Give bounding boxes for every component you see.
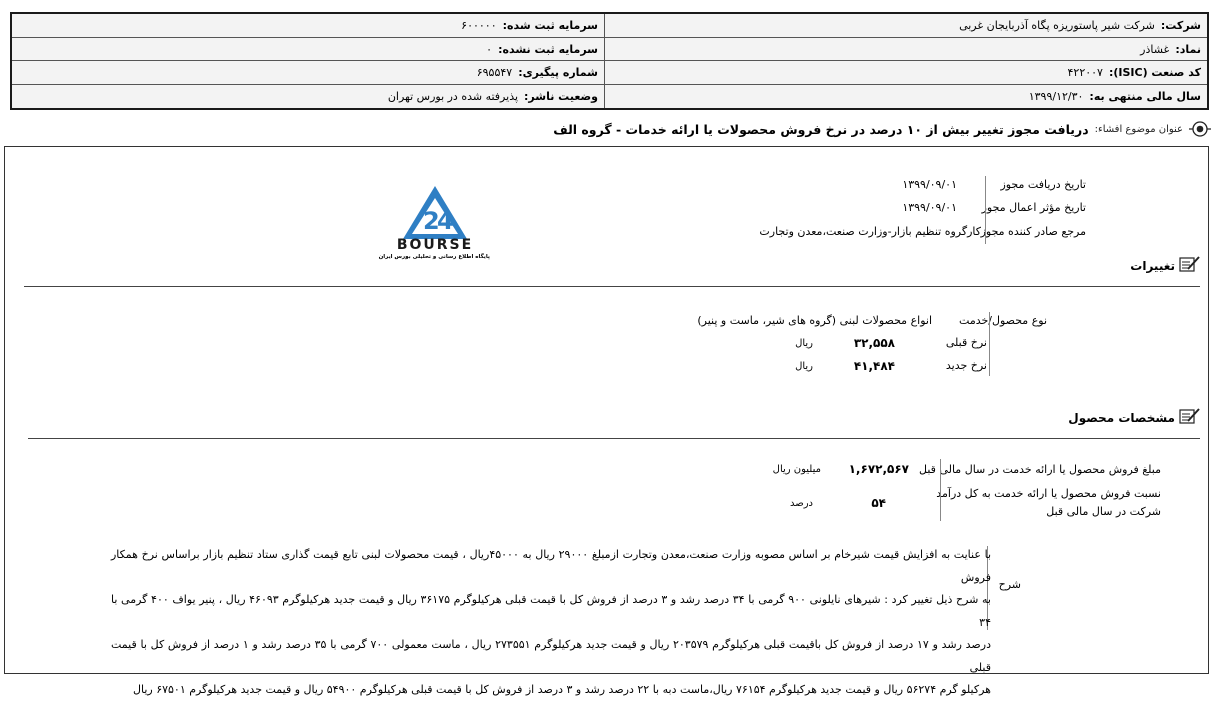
fiscal-label: سال مالی منتهی به: <box>1089 90 1201 104</box>
publisher-label: وضعیت ناشر: <box>524 90 598 104</box>
symbol-value: غشاذر <box>1140 42 1170 56</box>
company-label: شرکت: <box>1160 18 1201 32</box>
tracking-value: ۶۹۵۵۴۷ <box>476 66 513 80</box>
prev-rate-value: ۳۲,۵۵۸ <box>853 336 895 350</box>
company-cell <box>605 13 1209 37</box>
changes-heading-text: تغییرات <box>1130 258 1175 273</box>
fiscal-cell <box>605 85 1209 109</box>
logo-text: BOURSE <box>396 237 474 253</box>
tracking-label: شماره پیگیری: <box>518 66 598 80</box>
ratio-value: ۵۴ <box>871 496 886 510</box>
capital-unregistered-label: سرمایه ثبت نشده: <box>498 42 598 56</box>
company-value: شرکت شیر پاستوریزه پگاه آذربایجان غربی <box>959 18 1155 32</box>
new-rate-label: نرخ جدید <box>945 359 987 372</box>
target-icon <box>1189 118 1211 140</box>
issuer-value: کارگروه تنظیم بازار-وزارت صنعت،معدن وتجارت <box>759 225 981 238</box>
prev-rate-unit: ریال <box>795 338 813 349</box>
new-rate-unit: ریال <box>795 361 813 372</box>
tracking-cell <box>11 61 605 85</box>
info-row <box>11 37 1208 61</box>
sales-label: مبلغ فروش محصول یا ارائه خدمت در سال مالی قبل <box>919 463 1161 476</box>
ratio-label-1: نسبت فروش محصول یا ارائه خدمت به کل درآمد <box>936 487 1161 500</box>
specs-heading <box>1068 407 1201 428</box>
svg-text:4: 4 <box>437 207 454 235</box>
fiscal-value: ۱۳۹۹/۱۲/۳۰ <box>1028 90 1084 104</box>
product-value: انواع محصولات لبنی (گروه های شیر، ماست و پنیر) <box>697 314 932 327</box>
divider <box>28 438 1200 439</box>
capital-unregistered-cell <box>11 37 605 61</box>
publisher-value: پذیرفته شده در بورس تهران <box>387 90 519 104</box>
specs-separator <box>940 459 941 521</box>
capital-registered-value: ۶۰۰۰۰۰ <box>461 18 497 32</box>
svg-text:2: 2 <box>423 207 440 235</box>
publisher-cell <box>11 85 605 109</box>
isic-value: ۴۲۲۰۰۷ <box>1067 66 1103 80</box>
description-line: درصد رشد و ۱۷ درصد از فروش کل باقیمت قبلی هرکیلوگرم ۲۰۳۵۷۹ ریال و قیمت جدید هرکیلوگرم ۲۷۳۵۵۱ ریال ، ماست معمولی ۷۰۰ گرمی با ۳۵ درصد رشد و ۱ درصد از فروش کل با قیمت قبلی <box>111 638 991 674</box>
issuer-label: مرجع صادر کننده مجوز <box>980 225 1086 238</box>
permit-separator <box>985 176 986 244</box>
description-label: شرح <box>998 578 1021 591</box>
prev-rate-label: نرخ قبلی <box>945 336 987 349</box>
subject-title: دریافت مجوز تغییر بیش از ۱۰ درصد در نرخ فروش محصولات یا ارائه خدمات - گروه الف <box>553 121 1089 137</box>
subject-label: عنوان موضوع افشاء: <box>1094 123 1183 135</box>
changes-separator <box>989 312 990 376</box>
info-row <box>11 13 1208 37</box>
changes-heading <box>1130 255 1201 276</box>
new-rate-value: ۴۱,۴۸۴ <box>853 359 895 373</box>
isic-label: کد صنعت (ISIC): <box>1108 66 1201 80</box>
edit-icon <box>1179 255 1201 276</box>
divider <box>24 286 1200 287</box>
specs-heading-text: مشخصات محصول <box>1068 410 1175 425</box>
bourse-logo <box>380 183 490 263</box>
product-label: نوع محصول/خدمت <box>959 314 1047 327</box>
description-line: با عنایت به افزایش قیمت شیرخام بر اساس مصوبه وزارت صنعت،معدن وتجارت ازمبلغ ۲۹۰۰۰ ریال به ۴۵۰۰۰ریال ، قیمت محصولات لبنی تابع قیمت گذاری ستاد تنظیم بازار براساس نرخ همکار فروش <box>111 548 992 584</box>
subject-line <box>553 118 1211 140</box>
receive-date-label: تاریخ دریافت مجوز <box>1000 178 1086 191</box>
info-row <box>11 61 1208 85</box>
symbol-label: نماد: <box>1175 42 1201 56</box>
edit-icon <box>1179 407 1201 428</box>
sales-unit: میلیون ریال <box>772 464 821 475</box>
description-line: هرکیلو گرم ۵۶۲۷۴ ریال و قیمت جدید هرکیلوگرم ۷۶۱۵۴ ریال،ماست دبه با ۲۲ درصد رشد و ۳ درصد از فروش کل با قیمت قبلی هرکیلوگرم ۵۴۹۰۰ ریال و قیمت جدید هرکیلوگرم ۶۷۵۰۱ ریال <box>132 683 991 696</box>
description-line: به شرح ذیل تغییر کرد : شیرهای نایلونی ۹۰۰ گرمی با ۳۴ درصد رشد و ۳ درصد از فروش کل با قیمت قبلی هرکیلوگرم ۳۶۱۷۵ ریال و قیمت جدید هرکیلوگرم ۴۶۰۹۳ ریال ، پنیر یواف ۴۰۰ گرمی با ۳۴ <box>111 593 991 629</box>
effective-date-label: تاریخ مؤثر اعمال مجوز <box>981 201 1086 214</box>
symbol-cell <box>605 37 1209 61</box>
isic-cell <box>605 61 1209 85</box>
capital-registered-cell <box>11 13 605 37</box>
logo-caption: پایگاه اطلاع رسانی و تحلیلی بورس ایران <box>378 254 490 260</box>
ratio-unit: درصد <box>789 498 813 509</box>
company-info-table <box>10 12 1209 110</box>
description-text <box>111 544 991 702</box>
capital-unregistered-value: ۰ <box>486 42 493 56</box>
ratio-label-2: شرکت در سال مالی قبل <box>1046 505 1161 518</box>
sales-value: ۱,۶۷۲,۵۶۷ <box>848 462 909 476</box>
capital-registered-label: سرمایه ثبت شده: <box>502 18 598 32</box>
effective-date-value: ۱۳۹۹/۰۹/۰۱ <box>902 201 957 214</box>
info-row <box>11 85 1208 109</box>
receive-date-value: ۱۳۹۹/۰۹/۰۱ <box>902 178 957 191</box>
